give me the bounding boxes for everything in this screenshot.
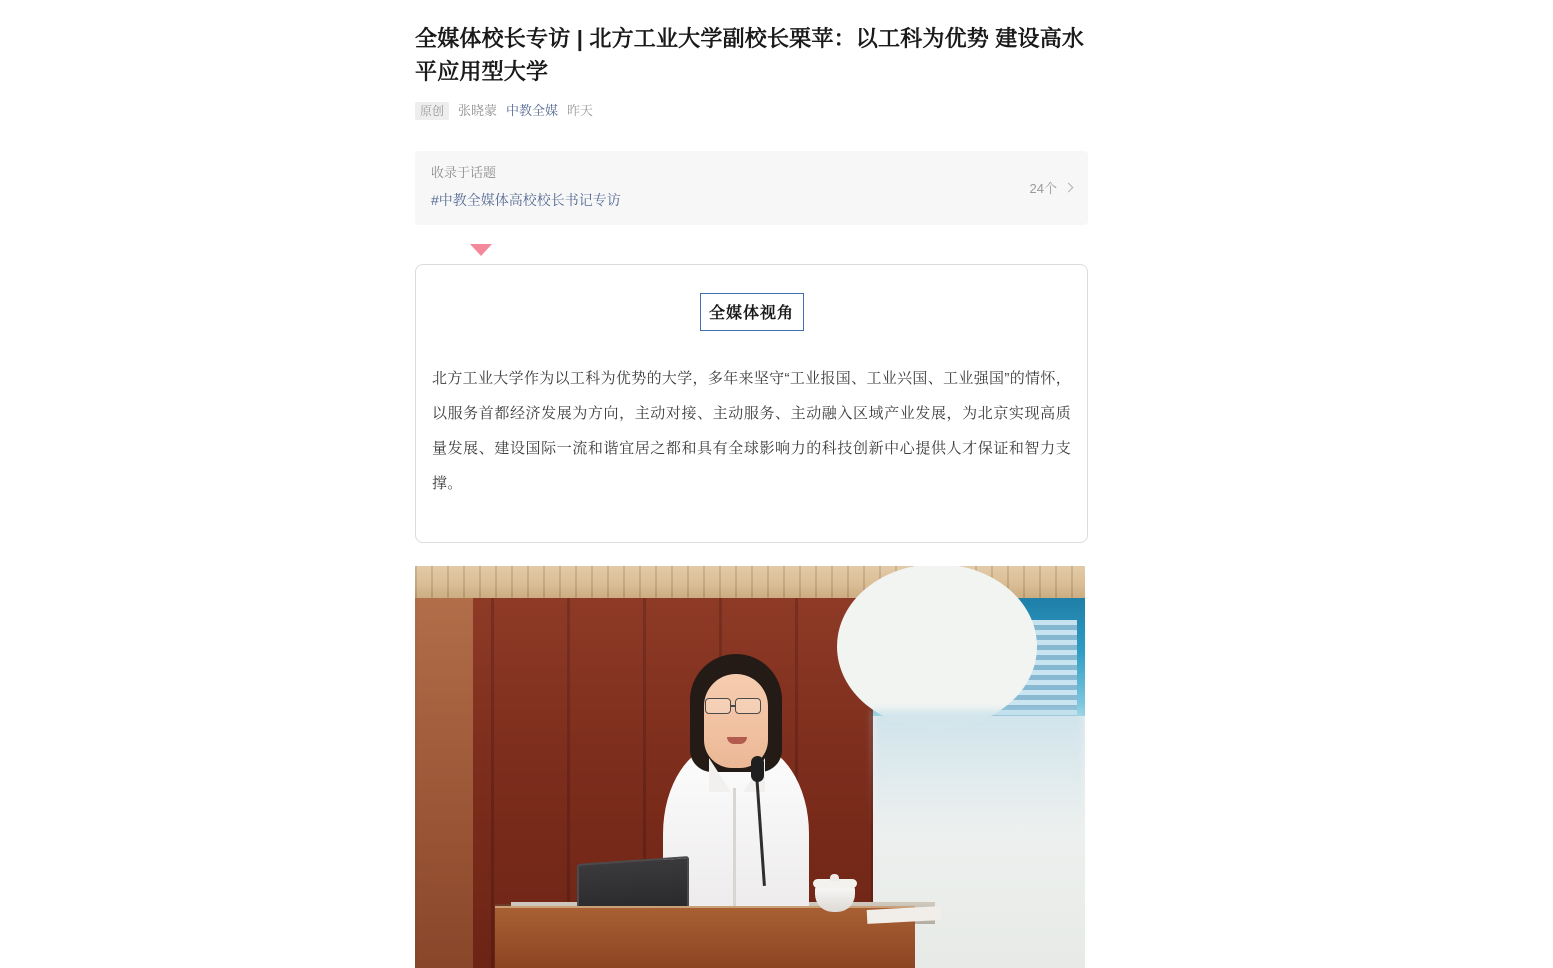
photo-glasses-bridge: [731, 705, 736, 707]
photo-screen-glow: [873, 710, 1085, 830]
photo-microphone-head: [751, 756, 764, 782]
speaker-photo: [415, 566, 1085, 968]
page-title: 全媒体校长专访 | 北方工业大学副校长栗苹：以工科为优势 建设高水平应用型大学: [415, 26, 1085, 84]
callout-tag: 全媒体视角: [700, 293, 804, 331]
photo-shirt-collar-left: [709, 758, 731, 792]
topic-info: [431, 164, 621, 210]
article-meta: [415, 102, 1088, 120]
photo-screen-image: [873, 598, 1085, 716]
topic-count: 24个: [1029, 180, 1057, 196]
author-name: 张晓蒙: [458, 103, 498, 118]
photo-teacup-knob: [830, 874, 839, 881]
photo-shirt-placket: [733, 788, 736, 920]
photo-person-face: [704, 674, 768, 768]
article-container: [415, 0, 1088, 968]
photo-screen-arc: [837, 566, 1037, 729]
article-figure[interactable]: [415, 566, 1085, 968]
photo-glasses-left: [705, 698, 731, 714]
topic-label: 收录于话题: [431, 165, 497, 180]
topic-tag-link[interactable]: #中教全媒体高校校长书记专访: [431, 192, 621, 208]
callout-text: 北方工业大学作为以工科为优势的大学，多年来坚守“工业报国、工业兴国、工业强国”的情怀，以服务首都经济发展为方向，主动对接、主动服务、主动融入区域产业发展，为北京实现高质量发展、建设国际一流和谐宜居之都和具有全球影响力的科技创新中心提供人才保证和智力支撑。: [432, 370, 1071, 492]
account-link[interactable]: 中教全媒: [506, 103, 559, 118]
photo-glasses-right: [735, 698, 761, 714]
topic-count-group[interactable]: [1030, 178, 1072, 197]
article-body: [415, 244, 1088, 968]
callout-box: [415, 264, 1088, 543]
topic-collection-card[interactable]: [415, 151, 1088, 225]
original-badge: 原创: [415, 102, 449, 120]
publish-time: 昨天: [567, 103, 594, 118]
chevron-right-icon: [1064, 182, 1074, 192]
photo-wood-panel-light: [415, 598, 473, 968]
triangle-marker-icon: [470, 244, 492, 256]
photo-podium: [495, 906, 915, 968]
